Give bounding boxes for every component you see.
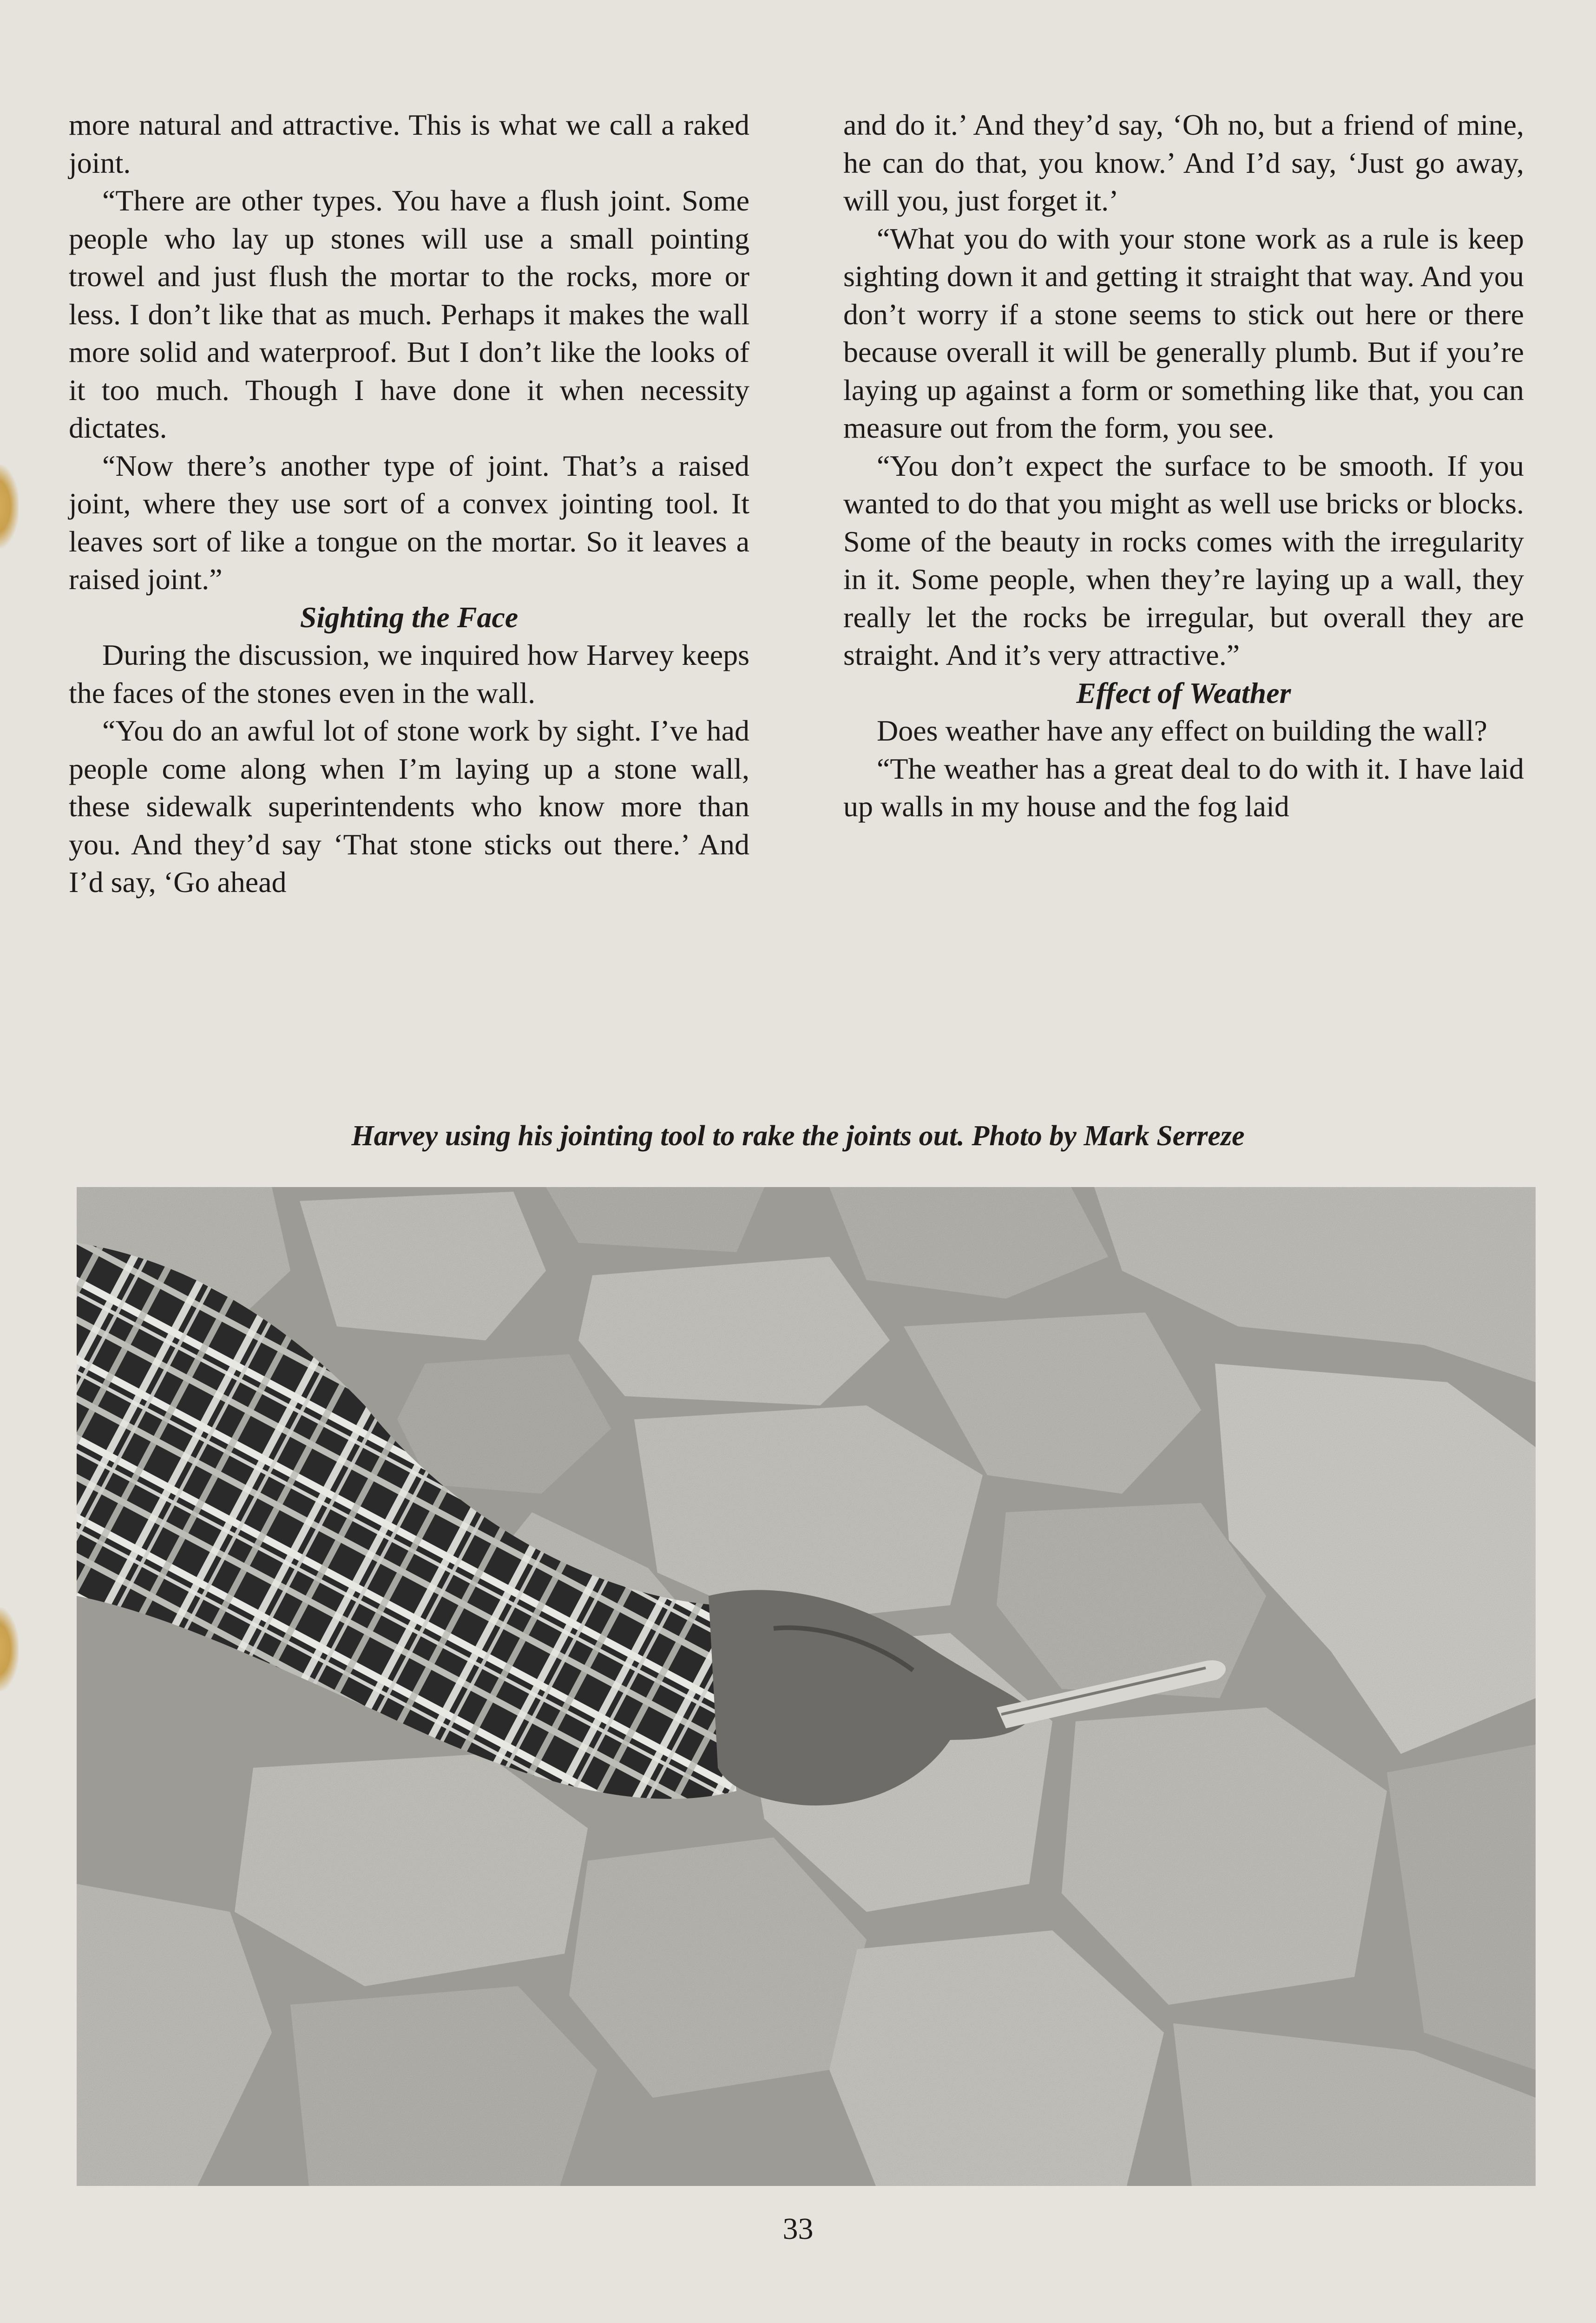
stone-wall-photo <box>77 1187 1536 2186</box>
paragraph: During the discussion, we inquired how Harvey keeps the faces of the stones even in the wall. <box>69 638 749 709</box>
paragraph: and do it.’ And they’d say, ‘Oh no, but a friend of mine, he can do that, you know.’ And I’d say, ‘Just go away, will you, just forget it.’ <box>843 108 1524 217</box>
right-text-column <box>843 106 1524 956</box>
section-heading: Effect of Weather <box>1076 676 1291 709</box>
paragraph: more natural and attractive. This is what we call a raked joint. <box>69 108 749 179</box>
paragraph: “There are other types. You have a flush joint. Some people who lay up stones will use a small pointing trowel and just flush the mortar to the rocks, more or less. I don’t like that as much. Perhaps it makes the wall more solid and waterproof. But I don’t like the looks of it too much. Though I have done it when necessity dictates. <box>69 184 749 444</box>
paragraph: “The weather has a great deal to do with it. I have laid up walls in my house and the fog laid <box>843 752 1524 823</box>
binder-hole-mark <box>0 465 19 548</box>
section-heading: Sighting the Face <box>300 600 519 634</box>
page-number: 33 <box>782 2212 814 2246</box>
stone-wall-illustration <box>77 1187 1536 2186</box>
paragraph: “You do an awful lot of stone work by sight. I’ve had people come along when I’m laying up a stone wall, these sidewalk superintendents who know more than you. And they’d say ‘That stone sticks out there.’ And I’d say, ‘Go ahead <box>69 714 749 899</box>
binder-hole-mark <box>0 1608 19 1691</box>
photo-caption: Harvey using his jointing tool to rake the joints out. Photo by Mark Serreze <box>351 1120 1245 1152</box>
paragraph: “What you do with your stone work as a rule is keep sighting down it and getting it straight that way. And you don’t worry if a stone seems to stick out here or there because overall it will be generally plumb. But if you’re laying up against a form or something like that, you can measure out from the form, you see. <box>843 222 1524 444</box>
paragraph: “Now there’s another type of joint. That’s a raised joint, where they use sort of a convex jointing tool. It leaves sort of like a tongue on the mortar. So it leaves a raised joint.” <box>69 449 749 596</box>
left-text-column <box>69 106 749 956</box>
paragraph: Does weather have any effect on building the wall? <box>877 714 1487 747</box>
paragraph: “You don’t expect the surface to be smooth. If you wanted to do that you might as well use bricks or blocks. Some of the beauty in rocks comes with the irregularity in it. Some people, when they’re laying up a wall, they really let the rocks be irregular, but overall they are straight. And it’s very attractive.” <box>843 449 1524 671</box>
